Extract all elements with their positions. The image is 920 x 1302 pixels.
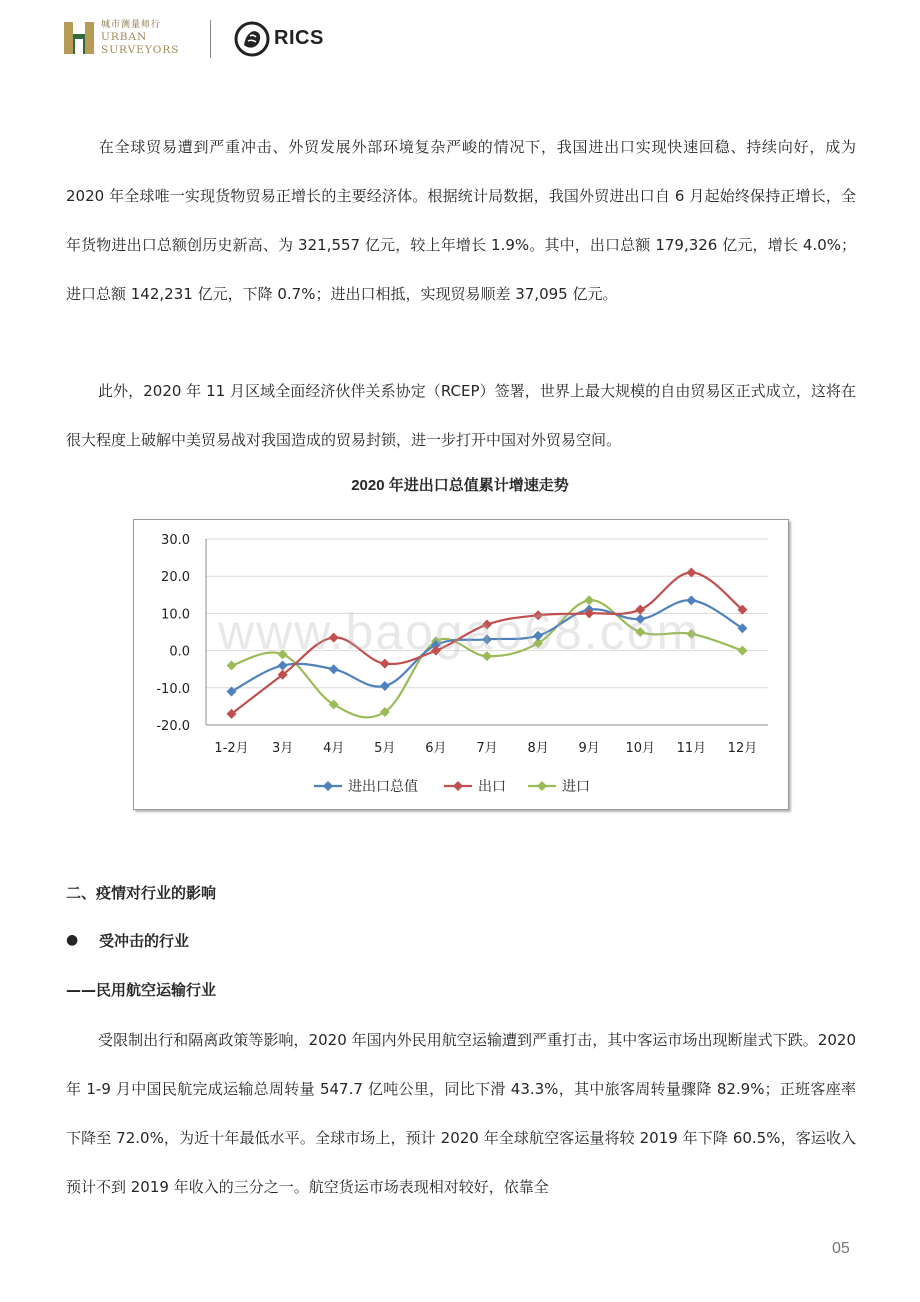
page-header bbox=[64, 18, 384, 60]
y-tick-label: 0.0 bbox=[169, 644, 190, 660]
watermark: www.baogao68.com bbox=[218, 604, 701, 660]
bullet-title: 受冲击的行业 bbox=[99, 932, 190, 950]
logo-english-line2: SURVEYORS bbox=[101, 44, 180, 56]
y-tick-label: 30.0 bbox=[161, 533, 190, 548]
logo-divider bbox=[210, 20, 211, 58]
paragraph-rcep bbox=[66, 367, 856, 465]
legend-label: 出口 bbox=[478, 779, 506, 795]
paragraph-trade-overview bbox=[66, 123, 856, 319]
legend-label: 进出口总值 bbox=[348, 779, 418, 795]
data-point-marker bbox=[380, 681, 390, 691]
x-tick-label: 6月 bbox=[425, 741, 447, 756]
paragraph-rcep-text: 此外，2020 年 11 月区域全面经济伙伴关系协定（RCEP）签署，世界上最大规模的自由贸易区正式成立，这将在很大程度上破解中美贸易战对我国造成的贸易封锁，进一步打开中国对外贸易空间。 bbox=[66, 382, 856, 449]
data-point-marker bbox=[278, 660, 288, 670]
paragraph-trade-overview-text: 在全球贸易遭到严重冲击、外贸发展外部环境复杂严峻的情况下，我国进出口实现快速回稳、持续向好，成为 2020 年全球唯一实现货物贸易正增长的主要经济体。根据统计局数据，我国外贸进出口自 6 月起始终保持正增长，全年货物进出口总额创历史新高、为 321,557 亿元，较上年增长 1.9%。其中，出口总额 179,326 亿元，增长 4.0%；进口总额 142,231 亿元，下降 0.7%；进出口相抵，实现贸易顺差 37,095 亿元。 bbox=[66, 138, 856, 303]
y-tick-label: 10.0 bbox=[161, 607, 190, 623]
bullet-icon: ● bbox=[66, 932, 79, 948]
data-point-marker bbox=[329, 664, 339, 674]
y-tick-label: -10.0 bbox=[156, 681, 190, 697]
x-tick-label: 9月 bbox=[578, 741, 600, 756]
x-tick-label: 5月 bbox=[374, 741, 396, 756]
x-tick-label: 10月 bbox=[625, 741, 656, 756]
trade-growth-chart bbox=[133, 519, 789, 810]
logo-chinese-name: 城市测量师行 bbox=[101, 20, 162, 30]
x-tick-label: 8月 bbox=[527, 741, 549, 756]
paragraph-aviation-text: 受限制出行和隔离政策等影响，2020 年国内外民用航空运输遭到严重打击，其中客运市场出现断崖式下跌。2020 年 1-9 月中国民航完成运输总周转量 547.7 亿吨公里，同比下滑 43.3%，其中旅客周转量骤降 82.9%；正班客座率下降至 72.0%，为近十年最低水平。全球市场上，预计 2020 年全球航空客运量将较 2019 年下降 60.5%，客运收入预计不到 2019 年收入的三分之一。航空货运市场表现相对较好，依靠全 bbox=[66, 1031, 856, 1196]
urban-surveyors-logo-icon bbox=[64, 20, 94, 56]
logo-english-line1: URBAN bbox=[101, 31, 148, 43]
legend-swatch-marker bbox=[537, 781, 547, 791]
urban-surveyors-logo-text bbox=[101, 20, 179, 57]
chart-canvas bbox=[134, 520, 788, 809]
x-tick-label: 1-2月 bbox=[214, 741, 249, 756]
x-tick-label: 4月 bbox=[323, 741, 345, 756]
x-tick-label: 7月 bbox=[476, 741, 498, 756]
page-number: 05 bbox=[832, 1240, 850, 1257]
legend-label: 进口 bbox=[562, 779, 590, 795]
legend-swatch-marker bbox=[323, 781, 333, 791]
legend-swatch-marker bbox=[453, 781, 463, 791]
y-tick-label: 20.0 bbox=[161, 570, 190, 586]
rics-wordmark: RICS bbox=[274, 27, 324, 49]
data-point-marker bbox=[737, 646, 747, 656]
x-tick-label: 3月 bbox=[271, 741, 294, 756]
sub-title: ——民用航空运输行业 bbox=[66, 981, 217, 999]
data-point-marker bbox=[227, 660, 237, 670]
y-tick-label: -20.0 bbox=[156, 719, 190, 734]
chart-title: 2020 年进出口总值累计增速走势 bbox=[351, 477, 569, 494]
paragraph-aviation bbox=[66, 1016, 856, 1212]
x-tick-label: 12月 bbox=[727, 741, 758, 756]
section-title: 二、疫情对行业的影响 bbox=[66, 884, 217, 902]
x-tick-label: 11月 bbox=[676, 741, 707, 756]
rics-lion-icon bbox=[234, 21, 270, 57]
